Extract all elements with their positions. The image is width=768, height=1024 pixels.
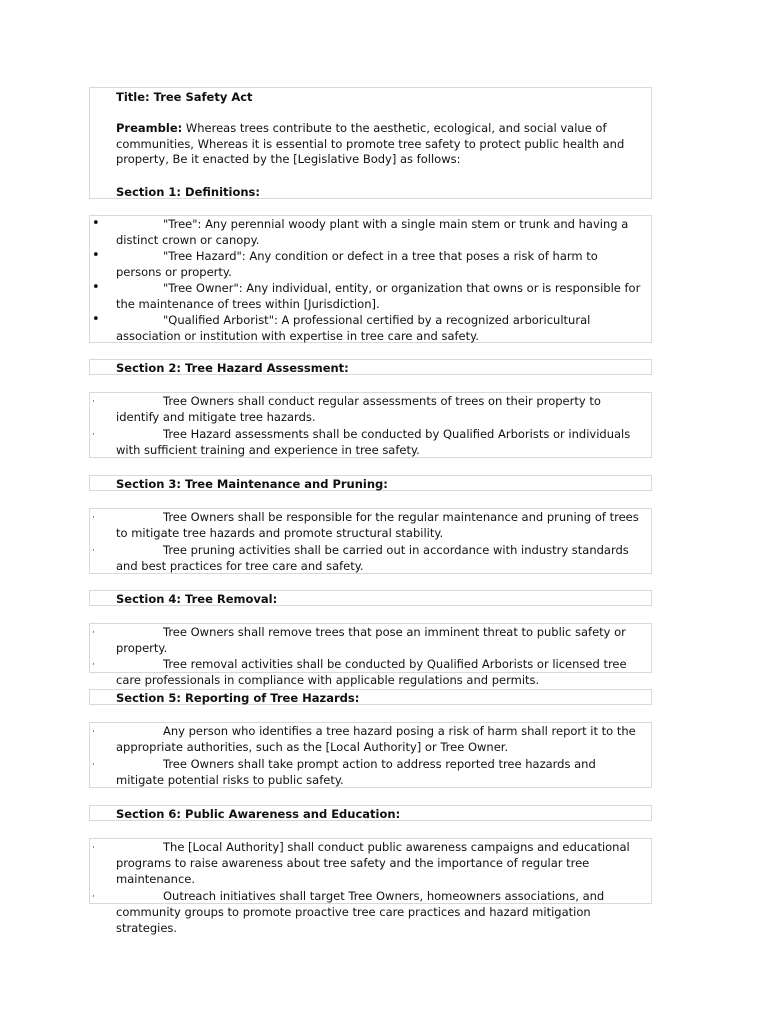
spacer (116, 105, 643, 121)
list-item-text: Tree Hazard assessments shall be conducted by Qualified Arborists or individuals with sufficient training and experience in tree safety. (116, 427, 631, 457)
list-item-text: "Tree Hazard": Any condition or defect in a tree that poses a risk of harm to persons or property. (116, 249, 598, 279)
list-item-text: Tree Owners shall remove trees that pose an imminent threat to public safety or property. (116, 625, 626, 655)
list-item (90, 426, 651, 458)
section-1-heading: Section 1: Definitions: (116, 184, 261, 199)
section-4-heading-box (89, 590, 652, 606)
bullet-icon: · (92, 727, 95, 737)
list-item (90, 542, 651, 574)
section-2-heading-box (89, 359, 652, 375)
section-5-heading-box (89, 689, 652, 705)
intro-block (89, 87, 652, 199)
list-item-text: "Tree Owner": Any individual, entity, or organization that owns or is responsible for the maintenance of trees within [Jurisdiction]. (116, 281, 641, 311)
list-item-text: Tree Owners shall take prompt action to address reported tree hazards and mitigate potential risks to public safety. (116, 757, 596, 787)
list-item (90, 248, 651, 280)
section-6-list (89, 838, 652, 935)
bullet-icon: · (92, 430, 95, 440)
section-6-heading-box (89, 805, 652, 821)
list-item (90, 723, 651, 755)
bullet-icon: · (92, 513, 95, 523)
bullet-icon: · (92, 843, 95, 853)
preamble-text: Whereas trees contribute to the aesthetic, ecological, and social value of communities, Whereas it is essential to promote tree safety to protect public health and property, Be it enacted by the [Legislative Body] as follows: (116, 121, 625, 166)
preamble-paragraph (116, 121, 643, 168)
list-item-text: Any person who identifies a tree hazard posing a risk of harm shall report it to the appropriate authorities, such as the [Local Authority] or Tree Owner. (116, 724, 636, 754)
spacer (116, 168, 643, 184)
list-item (90, 312, 651, 344)
bullet-icon: • (92, 216, 100, 231)
section-2-heading: Section 2: Tree Hazard Assessment: (116, 361, 349, 375)
bullet-icon: · (92, 660, 95, 670)
bullet-icon: • (92, 248, 100, 263)
list-item-text: "Qualified Arborist": A professional certified by a recognized arboricultural association or institution with expertise in tree care and safety. (116, 313, 591, 343)
bullet-icon: · (92, 760, 95, 770)
list-item (90, 393, 651, 425)
list-item-text: The [Local Authority] shall conduct public awareness campaigns and educational programs to raise awareness about tree safety and the importance of regular tree maintenance. (116, 840, 630, 886)
list-item-text: Tree removal activities shall be conducted by Qualified Arborists or licensed tree care professionals in compliance with applicable regulations and permits. (116, 657, 627, 687)
section-4-list (89, 623, 652, 687)
list-item (90, 509, 651, 541)
list-item (90, 216, 651, 248)
list-item-text: Tree Owners shall be responsible for the regular maintenance and pruning of trees to mitigate tree hazards and promote structural stability. (116, 510, 639, 540)
list-item (90, 888, 651, 936)
section-2-list (89, 392, 652, 458)
bullet-icon: • (92, 312, 100, 327)
list-item-text: "Tree": Any perennial woody plant with a single main stem or trunk and having a distinct crown or canopy. (116, 217, 629, 247)
section-5-heading: Section 5: Reporting of Tree Hazards: (116, 691, 360, 705)
section-6-heading: Section 6: Public Awareness and Education: (116, 807, 401, 821)
bullet-icon: • (92, 280, 100, 295)
section-4-heading: Section 4: Tree Removal: (116, 592, 278, 606)
bullet-icon: · (92, 397, 95, 407)
list-item-text: Outreach initiatives shall target Tree Owners, homeowners associations, and community groups to promote proactive tree care practices and hazard mitigation strategies. (116, 889, 605, 935)
section-5-list (89, 722, 652, 788)
section-3-list (89, 508, 652, 574)
document-title: Title: Tree Safety Act (116, 90, 253, 104)
section-1-list (89, 215, 652, 343)
list-item (90, 839, 651, 887)
list-item (90, 756, 651, 788)
list-item (90, 280, 651, 312)
list-item-text: Tree Owners shall conduct regular assessments of trees on their property to identify and mitigate tree hazards. (116, 394, 601, 424)
bullet-icon: · (92, 628, 95, 638)
section-3-heading: Section 3: Tree Maintenance and Pruning: (116, 477, 388, 491)
preamble-label: Preamble: (116, 121, 183, 135)
section-3-heading-box (89, 475, 652, 491)
list-item-text: Tree pruning activities shall be carried out in accordance with industry standards and best practices for tree care and safety. (116, 543, 629, 573)
bullet-icon: · (92, 546, 95, 556)
bullet-icon: · (92, 892, 95, 902)
list-item (90, 656, 651, 688)
list-item (90, 624, 651, 656)
